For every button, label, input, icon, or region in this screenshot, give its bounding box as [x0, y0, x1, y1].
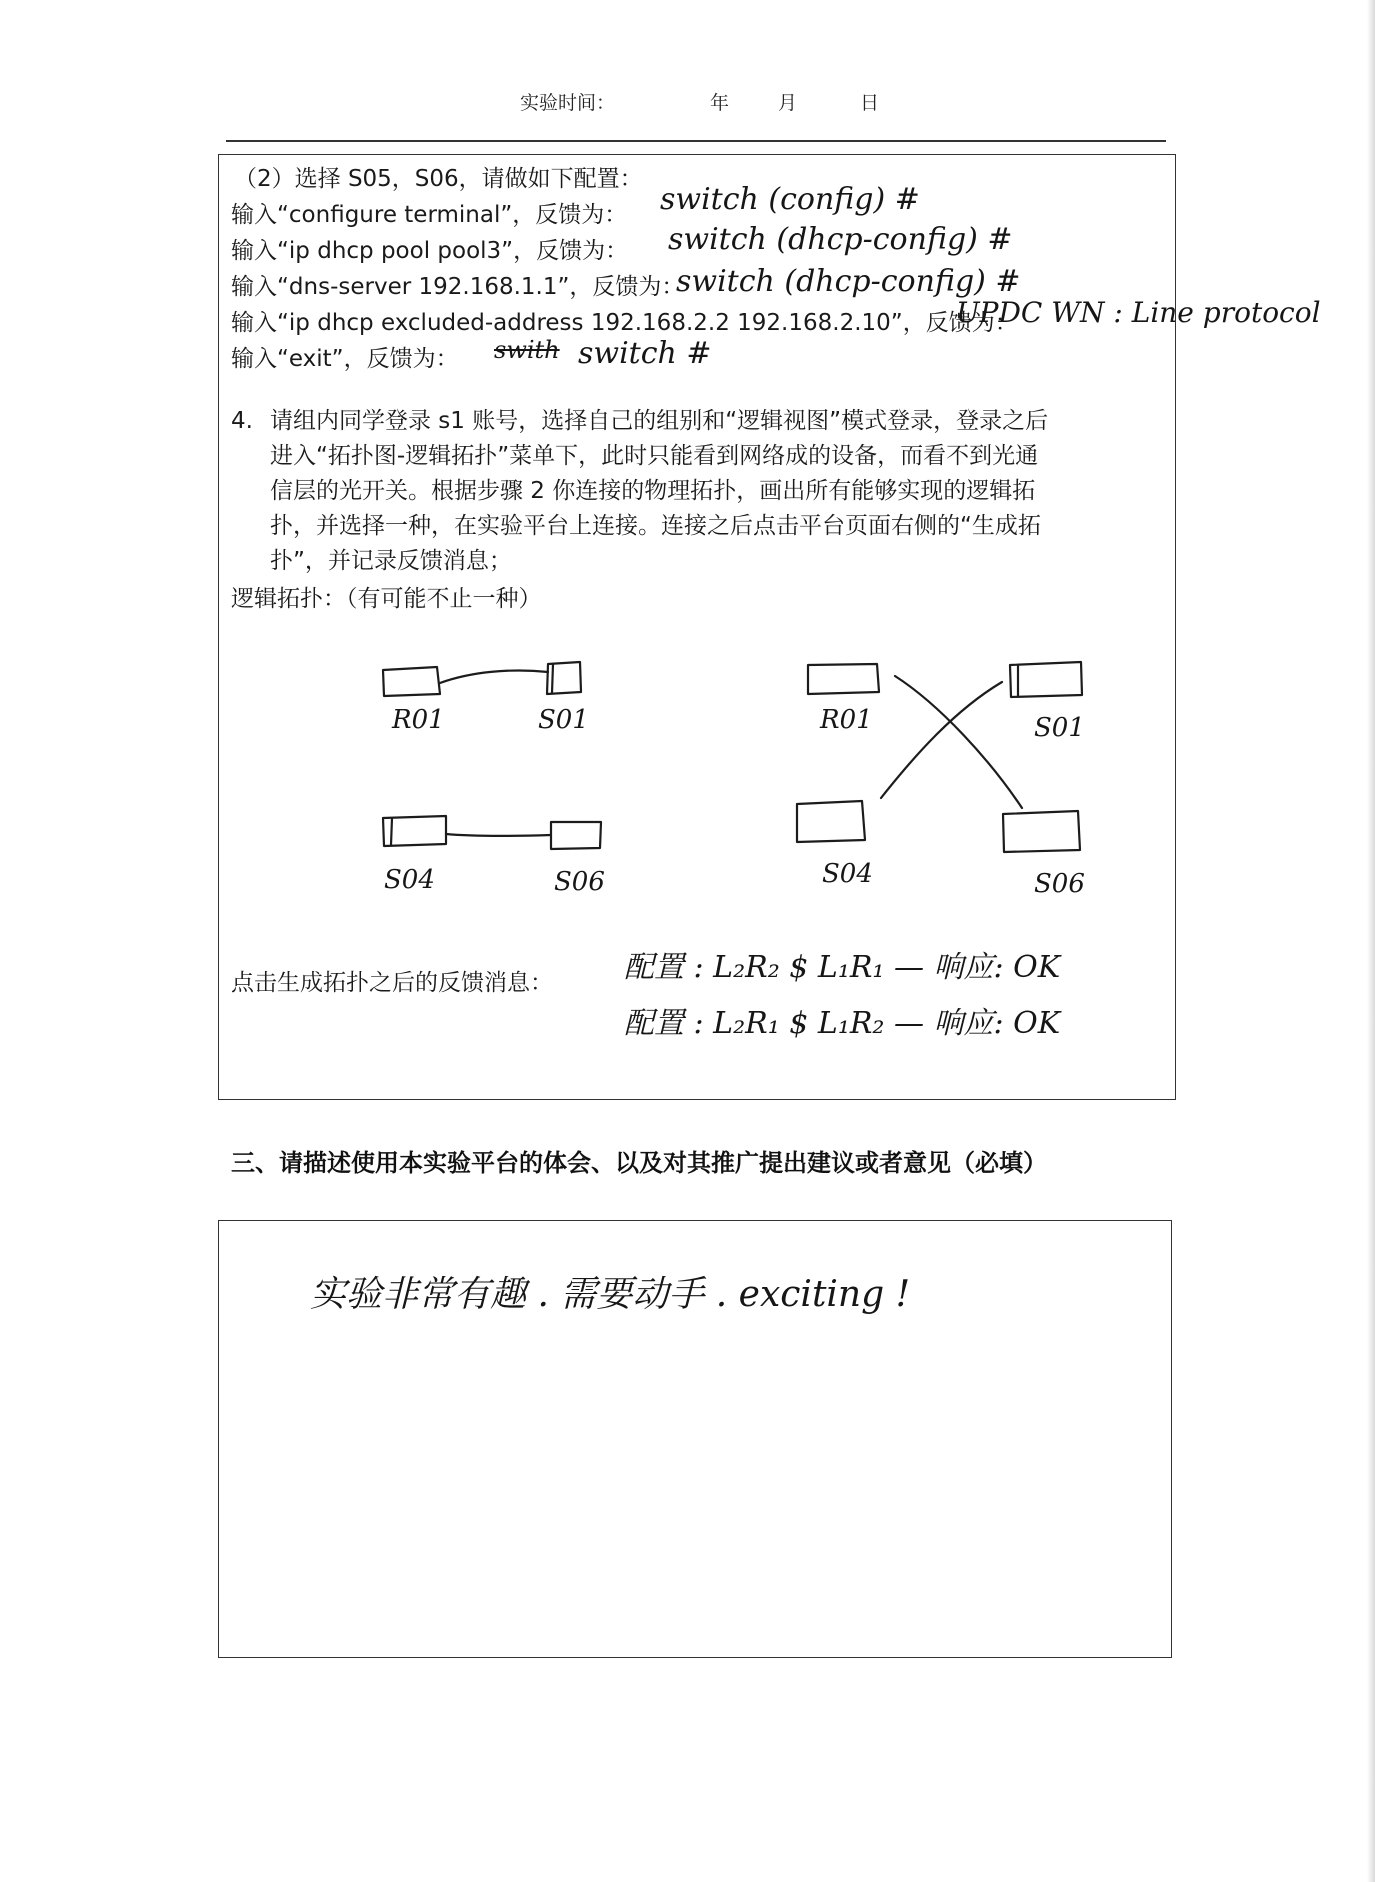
step4-line-3: 信层的光开关。根据步骤 2 你连接的物理拓扑，画出所有能够实现的逻辑拓 [270, 478, 1036, 504]
step3-2-intro: （2）选择 S05，S06，请做如下配置： [234, 166, 643, 192]
section3-title: 三、请描述使用本实验平台的体会、以及对其推广提出建议或者意见（必填） [231, 1149, 1047, 1177]
right-s01-box [1010, 662, 1082, 697]
feedback-line-2: 配置 : L₂R₁ $ L₁R₂ — 响应: OK [624, 1006, 1061, 1041]
right-label-s01: S01 [1034, 713, 1085, 743]
step4-line-4: 扑，并选择一种，在实验平台上连接。连接之后点击平台页面右侧的“生成拓 [270, 513, 1041, 539]
logic-topology-label: 逻辑拓扑：（有可能不止一种） [231, 586, 542, 612]
right-s04-box [797, 801, 865, 842]
right-label-s06: S06 [1034, 869, 1085, 899]
left-r01-box [383, 667, 440, 696]
config-prompt-4: 输入“ip dhcp excluded-address 192.168.2.2 192.168.2.10”，反馈为： [231, 310, 1018, 336]
config-answer-1: switch (config) # [660, 182, 920, 217]
right-s06-box [1003, 811, 1080, 852]
right-label-s04: S04 [822, 859, 873, 889]
right-link-r01-s06 [895, 676, 1022, 808]
config-answer-5-struck: swith [494, 336, 560, 364]
step4-number: 4. [231, 408, 253, 434]
step4-line-5: 扑”，并记录反馈消息； [270, 548, 512, 574]
config-prompt-3: 输入“dns-server 192.168.1.1”，反馈为： [231, 274, 685, 300]
config-answer-4: UPDC WN : Line protocol [956, 296, 1321, 329]
left-label-s04: S04 [384, 865, 435, 895]
config-answer-2: switch (dhcp-config) # [668, 222, 1013, 257]
config-prompt-5: 输入“exit”，反馈为： [231, 346, 459, 372]
left-label-r01: R01 [392, 705, 445, 735]
date-day: 日 [860, 92, 880, 114]
left-label-s06: S06 [554, 867, 605, 897]
left-label-s01: S01 [538, 705, 589, 735]
right-link-s01-s04 [881, 682, 1002, 798]
date-year: 年 [710, 92, 730, 114]
right-label-r01: R01 [820, 705, 873, 735]
left-link-s04-s06 [446, 834, 551, 836]
left-link-r01-s01 [440, 670, 548, 683]
config-answer-5: switch # [578, 336, 712, 371]
config-prompt-2: 输入“ip dhcp pool pool3”，反馈为： [231, 238, 629, 264]
step4-line-2: 进入“拓扑图-逻辑拓扑”菜单下，此时只能看到网络成的设备，而看不到光通 [270, 443, 1039, 469]
date-label: 实验时间： [520, 92, 616, 114]
date-month: 月 [778, 92, 798, 114]
right-r01-box [808, 664, 879, 694]
step4-line-1: 请组内同学登录 s1 账号，选择自己的组别和“逻辑视图”模式登录，登录之后 [270, 408, 1049, 434]
config-answer-3: switch (dhcp-config) # [676, 264, 1021, 299]
config-prompt-1: 输入“configure terminal”，反馈为： [231, 202, 628, 228]
feedback-label: 点击生成拓扑之后的反馈消息： [231, 970, 553, 996]
left-s06-box [551, 822, 601, 849]
section3-answer: 实验非常有趣 . 需要动手 . exciting ! [310, 1274, 911, 1315]
feedback-line-1: 配置 : L₂R₂ $ L₁R₁ — 响应: OK [624, 950, 1061, 985]
